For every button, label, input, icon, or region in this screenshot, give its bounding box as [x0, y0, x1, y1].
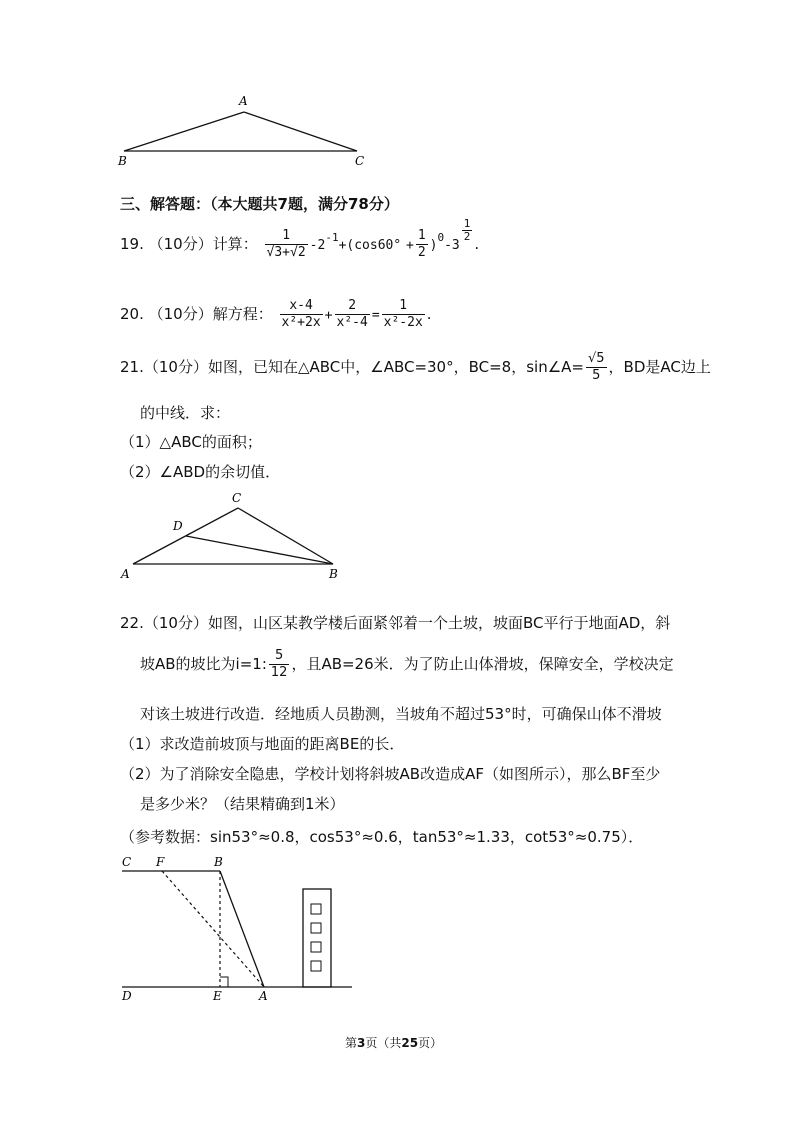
q19-plus: + — [405, 238, 414, 253]
q19-fraction-1 — [265, 228, 308, 261]
q19-frac1-den: √3+√2 — [266, 245, 306, 260]
q19-part4: -3 — [444, 238, 460, 253]
q22-fraction — [269, 648, 290, 681]
q22-frac-num: 5 — [269, 648, 290, 665]
footer-total-pages: 25 — [401, 1036, 419, 1050]
q19-text: 计算： — [212, 235, 258, 253]
fig21-label-c: C — [232, 491, 242, 505]
question-21-line-1 — [120, 351, 711, 384]
fig21-label-d: D — [173, 519, 183, 533]
q19-fraction-2 — [416, 228, 428, 261]
q22-reference-data: （参考数据：sin53°≈0.8，cos53°≈0.6，tan53°≈1.33，cot53°≈0.75）． — [120, 828, 644, 846]
q19-part2: +(cos60° — [338, 238, 402, 253]
vertex-label-a: A — [239, 94, 248, 108]
question-20 — [120, 298, 432, 331]
page-footer — [345, 1034, 442, 1051]
fig21-label-b: B — [329, 567, 338, 581]
section-heading: 三、解答题：（本大题共7题，满分78分） — [120, 195, 399, 213]
vertex-label-b: B — [118, 154, 127, 168]
triangle-abc-figure — [110, 90, 390, 170]
q19-frac2-num: 1 — [417, 228, 426, 243]
fig22-label-c: C — [122, 855, 132, 869]
q22-line2b: ，且AB=26米．为了防止山体滑坡，保障安全，学校决定 — [291, 655, 674, 673]
q20-number: 20. — [120, 305, 144, 323]
q21-fraction — [586, 351, 607, 384]
q20-frac1-num: x-4 — [280, 298, 323, 315]
fig22-label-a: A — [259, 989, 268, 1002]
question-19 — [120, 217, 480, 261]
q19-end: . — [474, 235, 480, 253]
figure-22 — [112, 852, 362, 1002]
q22-line-3: 对该土坡进行改造．经地质人员勘测，当坡角不超过53°时，可确保山体不滑坡 — [140, 705, 662, 723]
fig21-label-a: A — [121, 567, 130, 581]
q21-sub-1: （1）△ABC的面积； — [120, 433, 262, 451]
q20-score: （10分） — [148, 305, 213, 323]
q20-fraction-2 — [335, 298, 370, 331]
q20-frac2-den: x²-4 — [336, 315, 368, 330]
q21-frac-num: √5 — [587, 351, 605, 366]
q19-sup1: -1 — [325, 231, 339, 244]
q22-line-2 — [140, 648, 674, 681]
q21-frac-den: 5 — [592, 368, 601, 383]
fig22-label-e: E — [213, 989, 222, 1002]
footer-middle: 页（共 — [365, 1036, 402, 1050]
q20-plus: + — [324, 308, 333, 323]
q19-exponent-fraction — [462, 218, 473, 243]
q21-sub-2: （2）∠ABD的余切值． — [120, 463, 281, 481]
vertex-label-c: C — [355, 154, 365, 168]
q20-frac2-num: 2 — [335, 298, 370, 315]
q20-fraction-3 — [382, 298, 425, 331]
q19-number: 19. — [120, 235, 144, 253]
q21-line1a: 21.（10分）如图，已知在△ABC中，∠ABC=30°，BC=8，sin∠A= — [120, 358, 584, 376]
q20-frac1-den: x²+2x — [281, 315, 321, 330]
q19-part1: -2 — [309, 238, 326, 253]
q19-frac2-den: 2 — [417, 245, 426, 260]
q21-line1b: ，BD是AC边上 — [608, 358, 711, 376]
fig22-label-f: F — [156, 855, 165, 869]
footer-page-number: 3 — [357, 1036, 366, 1050]
footer-prefix: 第 — [345, 1036, 358, 1050]
q20-equals: = — [371, 308, 380, 323]
q20-frac3-num: 1 — [382, 298, 425, 315]
q20-frac3-den: x²-2x — [383, 315, 423, 330]
q19-exp-den: 2 — [463, 230, 471, 243]
q19-score: （10分） — [148, 235, 213, 253]
q22-line-1: 22.（10分）如图，山区某教学楼后面紧邻着一个土坡，坡面BC平行于地面AD，斜 — [120, 614, 671, 632]
q19-part3: ) — [429, 238, 438, 253]
fig22-label-b: B — [214, 855, 223, 869]
fig22-label-d: D — [122, 989, 132, 1002]
q22-sub-2a: （2）为了消除安全隐患，学校计划将斜坡AB改造成AF（如图所示），那么BF至少 — [120, 765, 661, 783]
q20-text: 解方程： — [212, 305, 273, 323]
q19-frac1-num: 1 — [265, 228, 308, 245]
q20-fraction-1 — [280, 298, 323, 331]
q22-sub-1: （1）求改造前坡顶与地面的距离BE的长． — [120, 735, 405, 753]
q22-sub-2b: 是多少米？（结果精确到1米） — [140, 795, 345, 813]
q22-frac-den: 12 — [270, 665, 288, 680]
q21-line-2: 的中线．求： — [140, 404, 231, 422]
q19-sup2: 0 — [437, 231, 445, 244]
q20-end: . — [426, 305, 432, 323]
q19-exp-num: 1 — [463, 217, 471, 230]
footer-suffix: 页） — [418, 1036, 443, 1050]
figure-21 — [115, 488, 355, 583]
q22-line2a: 坡AB的坡比为i=1: — [140, 655, 267, 673]
